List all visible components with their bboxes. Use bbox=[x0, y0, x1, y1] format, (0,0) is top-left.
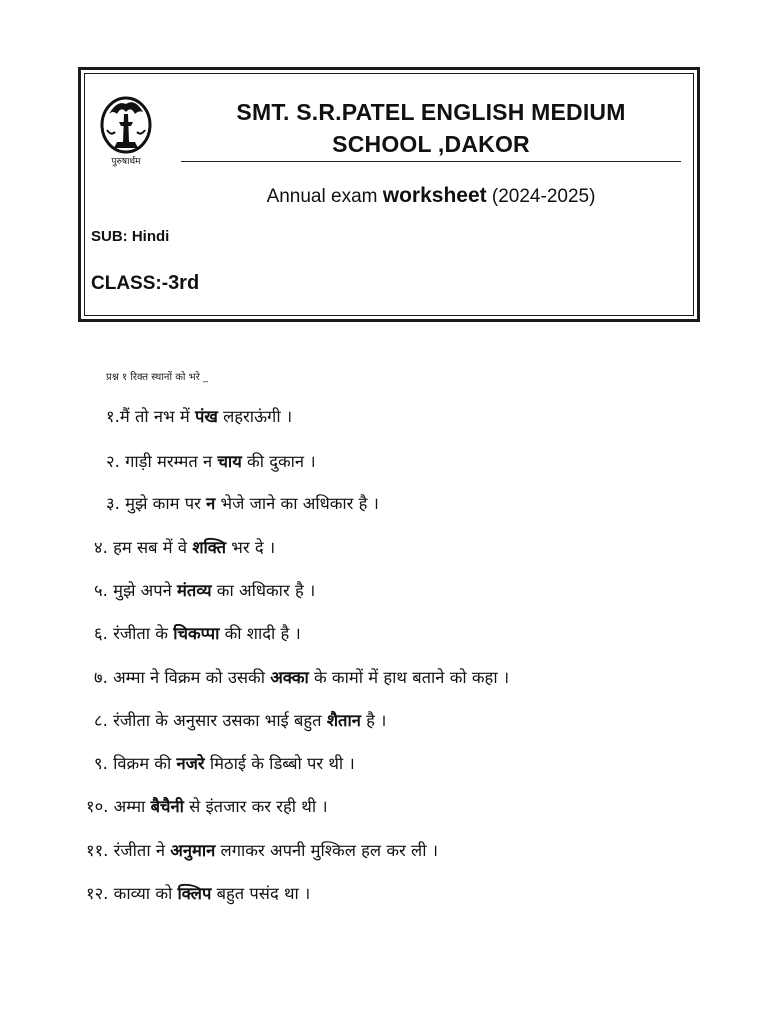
question-item bbox=[106, 491, 379, 514]
question-text: लगाकर अपनी मुश्किल हल कर ली । bbox=[215, 841, 438, 860]
question-item bbox=[106, 449, 316, 472]
title-rule bbox=[181, 161, 681, 162]
class-line bbox=[91, 272, 199, 295]
question-answer: शक्ति bbox=[192, 538, 227, 557]
question-text: मुझे काम पर bbox=[119, 494, 207, 513]
question-item bbox=[86, 838, 438, 861]
question-answer: मंतव्य bbox=[177, 581, 212, 600]
instruction-text: प्रश्न १ रिक्त स्थानों को भरे _ bbox=[106, 372, 208, 383]
question-text: का अधिकार है । bbox=[211, 581, 316, 600]
question-text: रंजीता के bbox=[107, 624, 174, 643]
exam-word: worksheet bbox=[382, 184, 487, 207]
question-number: १२. bbox=[86, 884, 109, 903]
question-text: काव्या को bbox=[108, 884, 178, 903]
question-item bbox=[94, 751, 355, 774]
class-label: CLASS:- bbox=[91, 273, 169, 294]
question-number: ४. bbox=[94, 538, 108, 557]
question-answer: अक्का bbox=[270, 668, 309, 687]
question-item bbox=[106, 404, 292, 427]
question-number: १०. bbox=[86, 797, 109, 816]
question-item bbox=[86, 794, 328, 817]
exam-title bbox=[181, 184, 681, 208]
question-text: गाड़ी मरम्मत न bbox=[119, 452, 218, 471]
question-answer: बैचैनी bbox=[150, 797, 184, 816]
question-item bbox=[94, 621, 301, 644]
question-item bbox=[94, 578, 315, 601]
question-number: ५. bbox=[94, 581, 108, 600]
question-number: १. bbox=[106, 407, 120, 426]
question-answer: पंख bbox=[194, 407, 218, 426]
question-number: २. bbox=[106, 452, 120, 471]
question-text: रंजीता के अनुसार उसका भाई बहुत bbox=[107, 711, 327, 730]
header-box bbox=[78, 67, 700, 322]
question-text: मिठाई के डिब्बो पर थी । bbox=[204, 754, 355, 773]
question-answer: चिकप्पा bbox=[173, 624, 220, 643]
school-name-line2: SCHOOL ,DAKOR bbox=[332, 131, 530, 157]
school-logo-icon bbox=[95, 92, 157, 170]
school-name bbox=[201, 96, 661, 160]
question-number: ७. bbox=[94, 668, 108, 687]
question-text: से इंतजार कर रही थी । bbox=[183, 797, 328, 816]
question-answer: न bbox=[206, 494, 216, 513]
question-text: भेजे जाने का अधिकार है । bbox=[215, 494, 379, 513]
question-number: ९. bbox=[94, 754, 108, 773]
question-answer: शैतान bbox=[326, 711, 361, 730]
question-text: मैं तो नभ में bbox=[119, 407, 195, 426]
question-item bbox=[94, 535, 275, 558]
class-value: 3rd bbox=[168, 272, 200, 294]
subject-label: SUB: Hindi bbox=[91, 228, 170, 245]
exam-prefix: Annual exam bbox=[266, 186, 378, 207]
question-number: ६. bbox=[94, 624, 108, 643]
question-text: अम्मा ने विक्रम को उसकी bbox=[107, 668, 271, 687]
question-answer: क्लिप bbox=[177, 884, 212, 903]
question-answer: नजरे bbox=[176, 754, 205, 773]
question-text: है । bbox=[360, 711, 387, 730]
question-text: बहुत पसंद था । bbox=[211, 884, 311, 903]
question-text: अम्मा bbox=[108, 797, 151, 816]
question-item bbox=[94, 708, 386, 731]
question-item bbox=[86, 881, 310, 904]
question-text: भर दे । bbox=[226, 538, 276, 557]
question-text: रंजीता ने bbox=[108, 841, 171, 860]
question-item bbox=[94, 665, 509, 688]
school-name-line1: SMT. S.R.PATEL ENGLISH MEDIUM bbox=[236, 99, 626, 125]
exam-year: (2024-2025) bbox=[491, 186, 596, 207]
question-number: ८. bbox=[94, 711, 108, 730]
logo-text: पुरुषार्थम bbox=[111, 157, 141, 167]
question-answer: चाय bbox=[217, 452, 242, 471]
question-number: ३. bbox=[106, 494, 120, 513]
question-text: हम सब में वे bbox=[107, 538, 193, 557]
question-text: की शादी है । bbox=[219, 624, 301, 643]
question-text: के कामों में हाथ बताने को कहा । bbox=[308, 668, 510, 687]
question-answer: अनुमान bbox=[170, 841, 216, 860]
question-text: विक्रम की bbox=[107, 754, 177, 773]
question-number: ११. bbox=[86, 841, 109, 860]
question-text: की दुकान । bbox=[241, 452, 316, 471]
question-text: लहराऊंगी । bbox=[217, 407, 293, 426]
question-text: मुझे अपने bbox=[107, 581, 178, 600]
